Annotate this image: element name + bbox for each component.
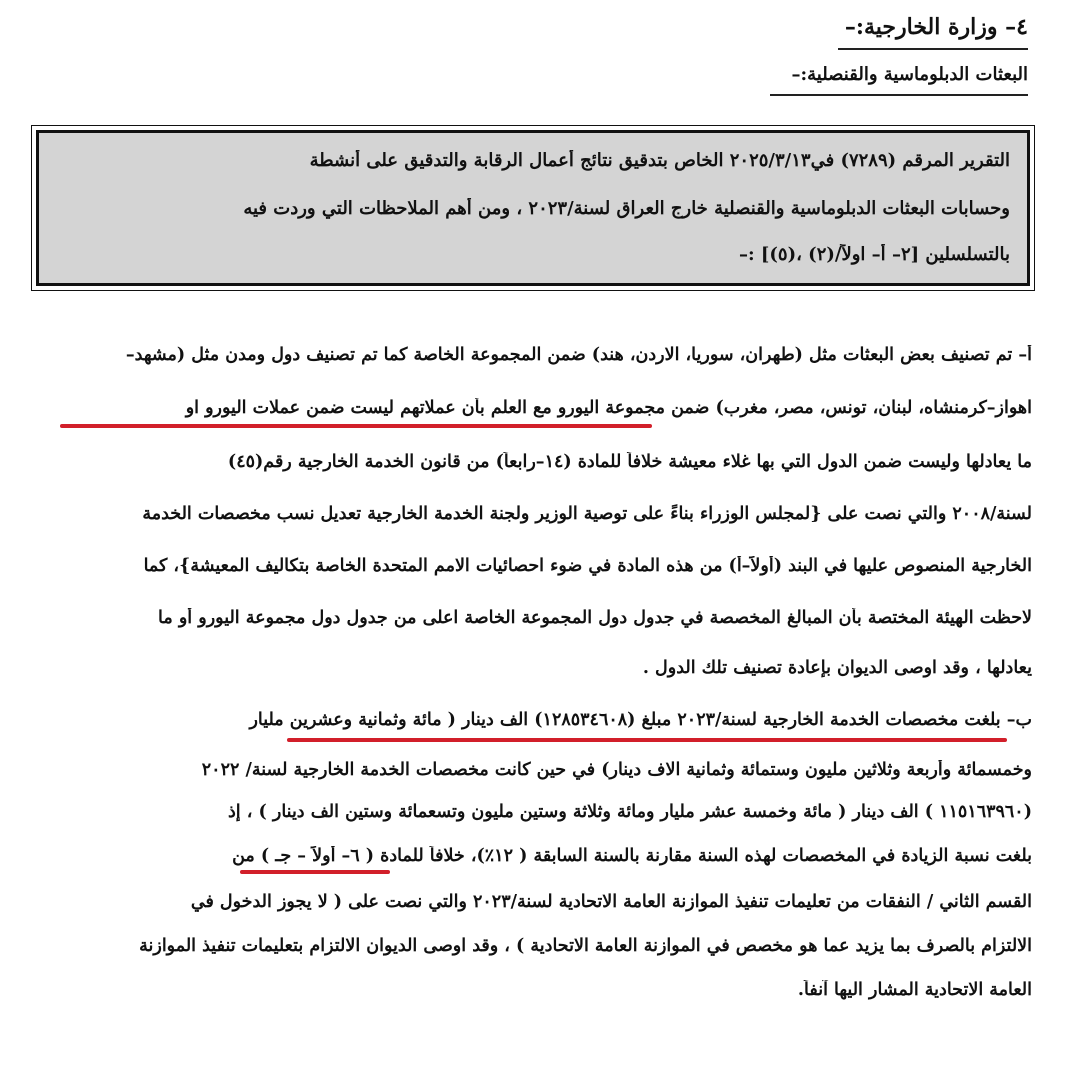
paragraph-b-line: (١١٥١٦٣٩٦٠ ) الف دينار ( مائة وخمسة عشر مليار ومائة وثلاثة وستين مليون وتسعمائة وستين الف دينار ) ، إذ bbox=[228, 802, 1032, 822]
paragraph-b-line: بلغت نسبة الزيادة في المخصصات لهذه السنة مقارنة بالسنة السابقة ( ١٢٪)، خلافاً للمادة ( ٦– أولاً – جـ ) من bbox=[232, 846, 1032, 866]
highlight-underline bbox=[60, 424, 652, 428]
summary-line: بالتسلسلين [٢– أ– اولاً/(٢) ،(٥)] :– bbox=[738, 244, 1010, 265]
highlight-underline bbox=[240, 870, 390, 874]
section-heading: ٤– وزارة الخارجية:– bbox=[844, 14, 1028, 40]
subheading-underline bbox=[770, 94, 1028, 96]
paragraph-a-line: أ– تم تصنيف بعض البعثات مثل (طهران، سوريا، الاردن، هند) ضمن المجموعة الخاصة كما تم تصنيف دول ومدن مثل (مشهد– bbox=[125, 345, 1032, 365]
paragraph-a-line: يعادلها ، وقد اوصى الديوان بإعادة تصنيف تلك الدول . bbox=[642, 658, 1032, 678]
paragraph-b-line: العامة الاتحادية المشار اليها آنفاً. bbox=[797, 980, 1032, 1000]
paragraph-a-line: ما يعادلها وليست ضمن الدول التي بها غلاء معيشة خلافاً للمادة (١٤–رابعاً) من قانون الخدمة الخارجية رقم(٤٥) bbox=[227, 452, 1032, 472]
highlight-underline bbox=[287, 738, 1007, 742]
summary-line: التقرير المرقم (٧٢٨٩) في٢٠٢٥/٣/١٣ الخاص بتدقيق نتائج أعمال الرقابة والتدقيق على أنشطة bbox=[309, 150, 1010, 171]
section-subheading: البعثات الدبلوماسية والقنصلية:– bbox=[791, 64, 1028, 85]
paragraph-b-line: القسم الثاني / النفقات من تعليمات تنفيذ الموازنة العامة الاتحادية لسنة/٢٠٢٣ والتي نصت على ( لا يجوز الدخول في bbox=[190, 892, 1032, 912]
paragraph-a-line: الخارجية المنصوص عليها في البند (أولاً–أ) من هذه المادة في ضوء احصائيات الامم المتحدة الخاصة بتكاليف المعيشة}، كما bbox=[143, 556, 1032, 576]
paragraph-b-line: وخمسمائة وأربعة وثلاثين مليون وستمائة وثمانية الاف دينار) في حين كانت مخصصات الخدمة الخارجية لسنة/ ٢٠٢٢ bbox=[201, 760, 1032, 780]
summary-line: وحسابات البعثات الدبلوماسية والقنصلية خارج العراق لسنة/٢٠٢٣ ، ومن أهم الملاحظات التي وردت فيه bbox=[243, 198, 1010, 219]
paragraph-b-line: الالتزام بالصرف بما يزيد عما هو مخصص في الموازنة العامة الاتحادية ) ، وقد اوصى الديوان الالتزام بتعليمات تنفيذ الموازنة bbox=[139, 936, 1032, 956]
paragraph-a-line: لاحظت الهيئة المختصة بأن المبالغ المخصصة في جدول دول المجموعة الخاصة اعلى من جدول دول مجموعة اليورو أو ما bbox=[158, 608, 1032, 628]
paragraph-a-line: لسنة/٢٠٠٨ والتي نصت على {لمجلس الوزراء بناءً على توصية الوزير ولجنة الخدمة الخارجية تعديل نسب مخصصات الخدمة bbox=[142, 504, 1032, 524]
paragraph-b-line: ب– بلغت مخصصات الخدمة الخارجية لسنة/٢٠٢٣ مبلغ (١٢٨٥٣٤٦٠٨) الف دينار ( مائة وثمانية وعشرين مليار bbox=[249, 710, 1032, 730]
heading-underline bbox=[838, 48, 1028, 50]
paragraph-a-line: اهواز–كرمنشاه، لبنان، تونس، مصر، مغرب) ضمن مجموعة اليورو مع العلم بأن عملاتهم ليست ضمن عملات اليورو او bbox=[185, 398, 1032, 418]
